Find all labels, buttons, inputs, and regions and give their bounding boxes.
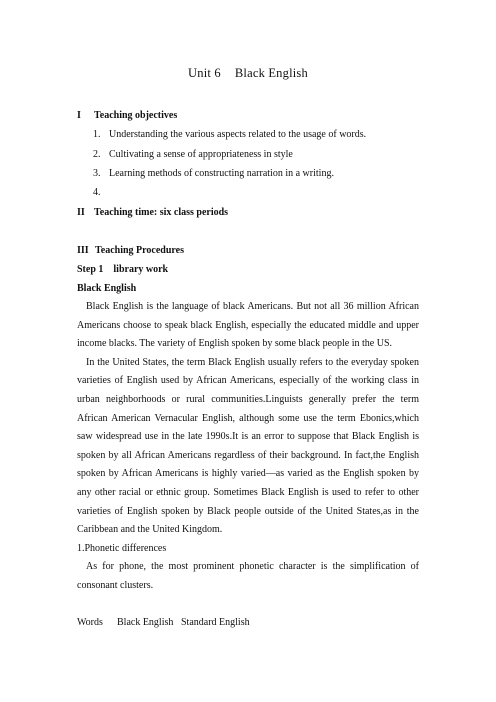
table-header-cell: Words: [77, 617, 103, 628]
unit-name: Black English: [234, 66, 308, 80]
objective-item: 1. Understanding the various aspects related to the usage of words.: [93, 129, 367, 140]
unit-label: Unit 6: [188, 66, 221, 80]
paragraph: Black English is the language of black Americans. But not all 36 million African Americans choose to speak black English, especially the educated middle and upper income blacks. The variety of English spoken by some black people in the US.: [77, 301, 419, 350]
objective-item: 4.: [93, 187, 101, 198]
section-objectives-heading: I Teaching objectives: [77, 110, 178, 121]
table-header-cell: Black English: [117, 617, 174, 628]
objective-item: 3. Learning methods of constructing narration in a writing.: [93, 168, 334, 179]
step-heading: Step 1 library work: [77, 264, 169, 275]
body-text: [77, 298, 419, 596]
paragraph: As for phone, the most prominent phonetic character is the simplification of consonant clusters.: [77, 561, 419, 591]
table-header-row: [77, 617, 250, 629]
section-procedures-heading: III Teaching Procedures: [77, 245, 184, 256]
subheading: Black English: [77, 283, 137, 294]
objective-item: 2. Cultivating a sense of appropriateness in style: [93, 149, 293, 160]
section-time-heading: II Teaching time: six class periods: [77, 207, 229, 218]
table-header-cell: Standard English: [181, 617, 250, 628]
document-title: [0, 66, 496, 81]
phonetic-heading: 1.Phonetic differences: [77, 542, 167, 554]
paragraph: In the United States, the term Black English usually refers to the everyday spoken varieties of English used by African Americans, especially of the working class in urban neighborhoods or rural communities.Linguists generally prefer the term African American Vernacular English, although some use the term Ebonics,which saw widespread use in the late 1990s.It is an error to suppose that Black English is spoken by all African Americans regardless of their background. In fact,the English spoken by African Americans is highly varied—as varied as the English spoken by any other racial or ethnic group. Sometimes Black English is used to refer to other varieties of English spoken by Black people outside of the United States,as in the Caribbean and the United Kingdom.: [77, 356, 419, 536]
